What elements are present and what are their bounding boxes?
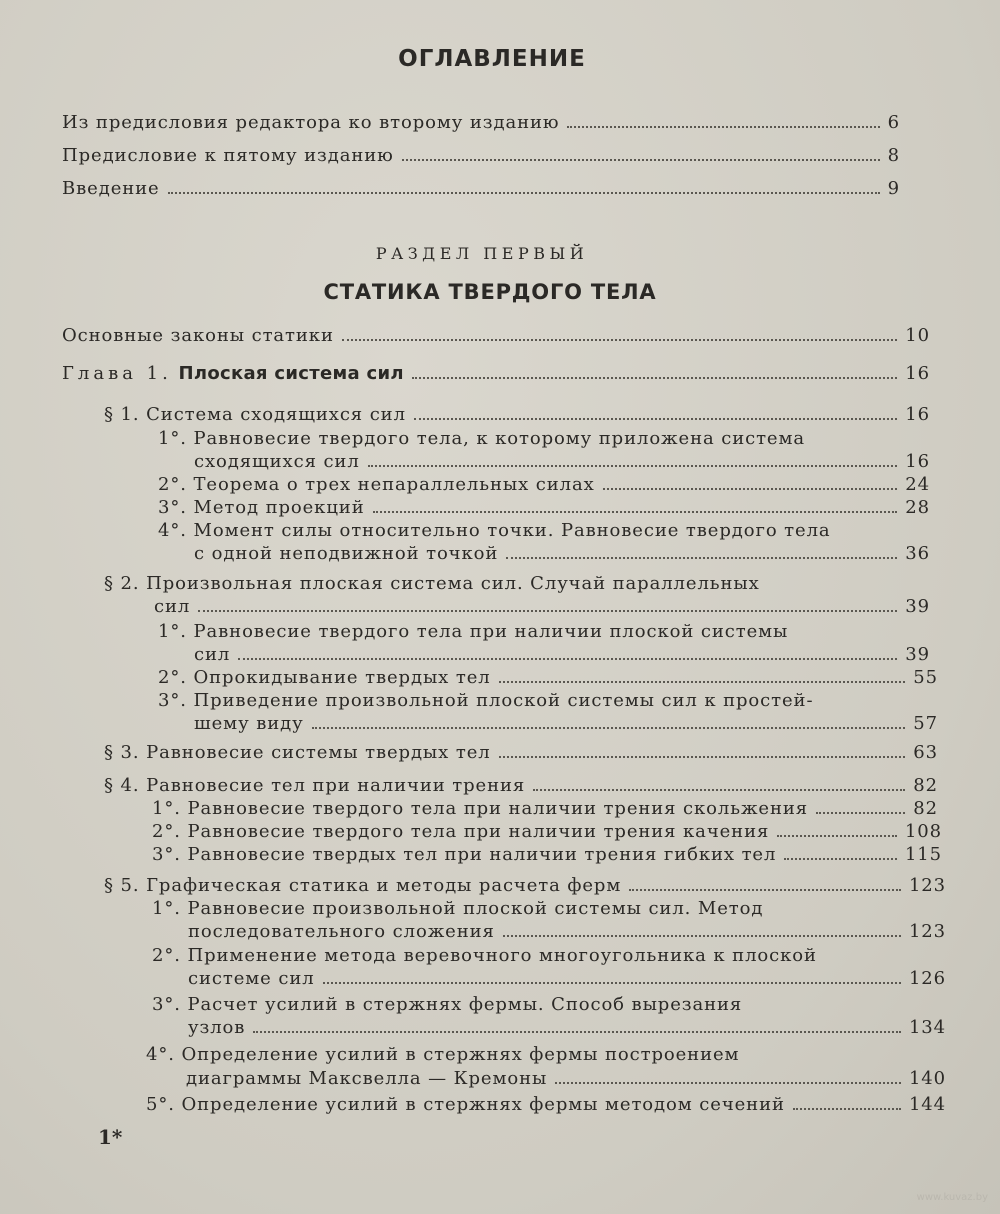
toc-entry: Предисловие к пятому изданию 8 (62, 145, 900, 166)
toc-entry-text: 3°. Расчет усилий в стержнях фермы. Способ вырезания (152, 994, 743, 1015)
toc-entry-text: 2°. Применение метода веревочного многоугольника к плоской (152, 945, 817, 966)
toc-entry: с одной неподвижной точкой 36 (194, 543, 930, 564)
page-title: ОГЛАВЛЕНИЕ (398, 46, 586, 72)
toc-entry: § 4. Равновесие тел при наличии трения 82 (104, 775, 938, 796)
toc-entry: Из предисловия редактора ко второму изданию 6 (62, 112, 900, 133)
chapter-entry: Глава 1. Плоская система сил 16 (62, 363, 930, 384)
watermark: www.kuvaz.by (916, 1192, 988, 1203)
page-number: 10 (905, 325, 930, 346)
toc-entry: узлов 134 (188, 1017, 946, 1038)
toc-entry: Введение 9 (62, 178, 900, 199)
toc-entry: сил 39 (194, 644, 930, 665)
toc-entry: 2°. Равновесие твердого тела при наличии трения качения 108 (152, 821, 942, 842)
signature-mark: 1* (98, 1125, 123, 1149)
page-number: 8 (887, 145, 900, 166)
page-number: 6 (887, 112, 900, 133)
toc-entry: сил 39 (154, 596, 930, 617)
toc-entry: системе сил 126 (188, 968, 946, 989)
toc-entry-text: 4°. Момент силы относительно точки. Равновесие твердого тела (158, 520, 831, 541)
page-number: 16 (905, 363, 930, 384)
toc-entry: 3°. Равновесие твердых тел при наличии трения гибких тел 115 (152, 844, 942, 865)
toc-entry: § 1. Система сходящихся сил 16 (104, 404, 930, 425)
toc-entry: § 5. Графическая статика и методы расчета ферм 123 (104, 875, 946, 896)
toc-entry: диаграммы Максвелла — Кремоны 140 (186, 1068, 946, 1089)
toc-entry-text: § 2. Произвольная плоская система сил. Случай параллельных (104, 573, 760, 594)
toc-entry: 5°. Определение усилий в стержнях фермы методом сечений 144 (146, 1094, 946, 1115)
toc-entry: 2°. Теорема о трех непараллельных силах 24 (158, 474, 930, 495)
toc-entry-text: 3°. Приведение произвольной плоской системы сил к простей- (158, 690, 814, 711)
toc-entry: шему виду 57 (194, 713, 938, 734)
toc-entry: Основные законы статики 10 (62, 325, 930, 346)
toc-entry-text: 1°. Равновесие твердого тела при наличии плоской системы (158, 621, 789, 642)
page-number: 9 (887, 178, 900, 199)
toc-entry-text: 1°. Равновесие твердого тела, к которому приложена система (158, 428, 806, 449)
toc-entry: сходящихся сил 16 (194, 451, 930, 472)
section-label: РАЗДЕЛ ПЕРВЫЙ (375, 244, 589, 263)
toc-entry: § 3. Равновесие системы твердых тел 63 (104, 742, 938, 763)
toc-entry: последовательного сложения 123 (188, 921, 946, 942)
toc-entry-text: 1°. Равновесие произвольной плоской системы сил. Метод (152, 898, 764, 919)
toc-entry: 1°. Равновесие твердого тела при наличии трения скольжения 82 (152, 798, 938, 819)
toc-entry-text: 4°. Определение усилий в стержнях фермы построением (146, 1044, 740, 1065)
section-title: СТАТИКА ТВЕРДОГО ТЕЛА (323, 280, 657, 304)
toc-entry: 3°. Метод проекций 28 (158, 497, 930, 518)
toc-entry: 2°. Опрокидывание твердых тел 55 (158, 667, 938, 688)
